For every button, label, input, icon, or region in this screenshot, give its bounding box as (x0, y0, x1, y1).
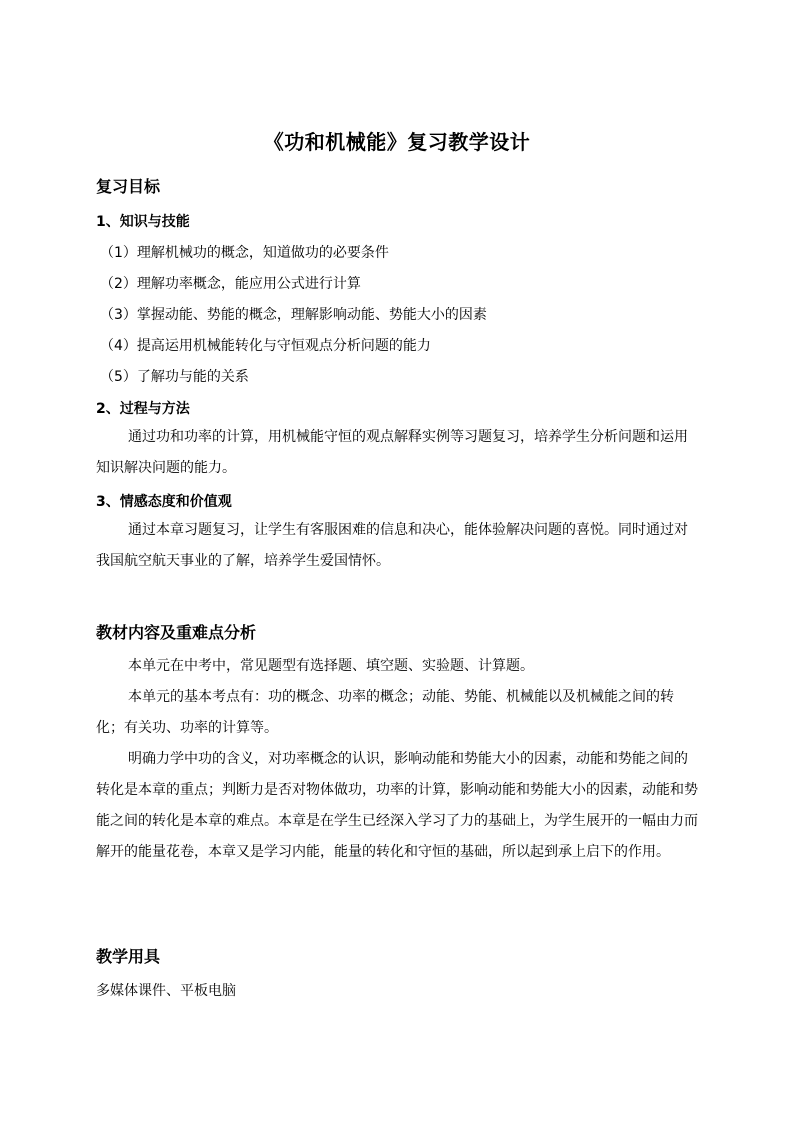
heading-content-analysis: 教材内容及重难点分析 (96, 623, 257, 642)
heading-teaching-tools: 教学用具 (96, 947, 161, 966)
paragraph-analysis-3: 明确力学中功的含义，对功率概念的认识，影响动能和势能大小的因素，动能和势能之间的转化是本章的重点；判断力是否对物体做功，功率的计算，影响动能和势能大小的因素，动能和势能之间的转化是本章的难点。本章是在学生已经深入学习了力的基础上，为学生展开的一幅由力而解开的能量花卷，本章又是学习内能，能量的转化和守恒的基础，所以起到承上启下的作用。 (96, 751, 698, 860)
heading-review-goals: 复习目标 (96, 177, 161, 196)
paragraph-analysis-2: 本单元的基本考点有：功的概念、功率的概念；动能、势能、机械能以及机械能之间的转化；有关功、功率的计算等。 (96, 689, 674, 736)
paragraph-process-methods: 通过功和功率的计算，用机械能守恒的观点解释实例等习题复习，培养学生分析问题和运用知识解决问题的能力。 (96, 429, 688, 476)
subheading-process-methods: 2、过程与方法 (96, 401, 190, 417)
list-item: （1）理解机械功的概念，知道做功的必要条件 (100, 245, 389, 261)
list-item: （3）掌握动能、势能的概念，理解影响动能、势能大小的因素 (100, 307, 487, 323)
paragraph-analysis-1: 本单元在中考中，常见题型有选择题、填空题、实验题、计算题。 (128, 658, 534, 674)
page-title: 《功和机械能》复习教学设计 (263, 130, 531, 154)
subheading-knowledge-skills: 1、知识与技能 (96, 214, 190, 230)
list-item: （2）理解功率概念，能应用公式进行计算 (100, 276, 361, 292)
list-item: （5）了解功与能的关系 (100, 369, 249, 385)
teaching-tools-text: 多媒体课件、平板电脑 (96, 983, 236, 999)
list-item: （4）提高运用机械能转化与守恒观点分析问题的能力 (100, 338, 431, 354)
subheading-attitudes-values: 3、情感态度和价值观 (96, 494, 232, 510)
paragraph-attitudes-values: 通过本章习题复习，让学生有客服困难的信息和决心，能体验解决问题的喜悦。同时通过对我国航空航天事业的了解，培养学生爱国情怀。 (96, 522, 688, 569)
